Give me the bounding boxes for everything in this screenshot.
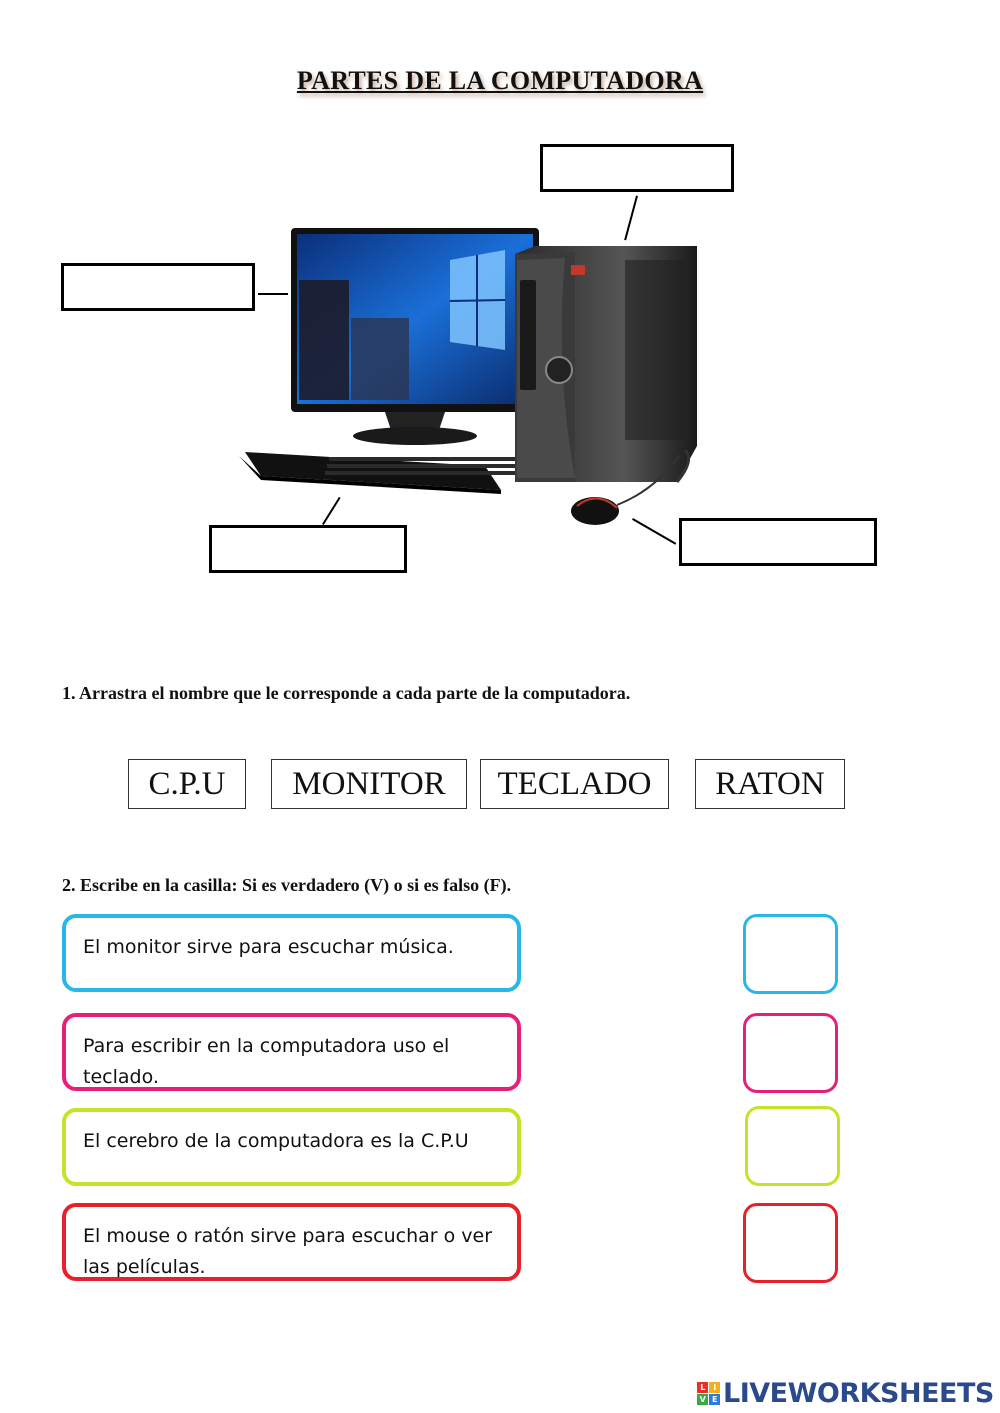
computer-illustration xyxy=(225,220,705,530)
statement-box-2 xyxy=(62,1013,521,1091)
label-box-cpu[interactable] xyxy=(540,144,734,192)
instruction-drag: 1. Arrastra el nombre que le corresponde a cada parte de la computadora. xyxy=(62,683,631,703)
statement-text: El cerebro de la computadora es la C.P.U xyxy=(83,1130,469,1152)
liveworksheets-brand xyxy=(697,1378,994,1409)
keyboard-graphic xyxy=(239,452,543,494)
statement-box-1 xyxy=(62,914,521,992)
liveworksheets-logo-icon: L I V E xyxy=(697,1382,720,1405)
statement-text: El monitor sirve para escuchar música. xyxy=(83,936,454,958)
statement-box-3 xyxy=(62,1108,521,1186)
statement-text: El mouse o ratón sirve para escuchar o ver las películas. xyxy=(83,1225,493,1278)
statement-box-4 xyxy=(62,1203,521,1281)
answer-box-2[interactable] xyxy=(743,1013,838,1093)
label-box-keyboard[interactable] xyxy=(209,525,407,573)
monitor-graphic xyxy=(291,228,539,445)
statement-text: Para escribir en la computadora uso el teclado. xyxy=(83,1035,450,1088)
word-tile-monitor[interactable]: MONITOR xyxy=(271,759,467,809)
page-title: PARTES DE LA COMPUTADORA xyxy=(296,66,704,95)
instruction-true-false: 2. Escribe en la casilla: Si es verdadero (V) o si es falso (F). xyxy=(62,875,512,895)
label-box-monitor[interactable] xyxy=(61,263,255,311)
answer-box-1[interactable] xyxy=(743,914,838,994)
label-box-mouse[interactable] xyxy=(679,518,877,566)
word-tile-cpu[interactable]: C.P.U xyxy=(128,759,246,809)
word-tile-mouse[interactable]: RATON xyxy=(695,759,845,809)
word-tile-keyboard[interactable]: TECLADO xyxy=(480,759,669,809)
cpu-tower-graphic xyxy=(515,246,697,482)
connector-line-monitor xyxy=(258,293,288,295)
answer-box-3[interactable] xyxy=(745,1106,840,1186)
brand-name: LIVEWORKSHEETS xyxy=(723,1378,994,1409)
answer-box-4[interactable] xyxy=(743,1203,838,1283)
